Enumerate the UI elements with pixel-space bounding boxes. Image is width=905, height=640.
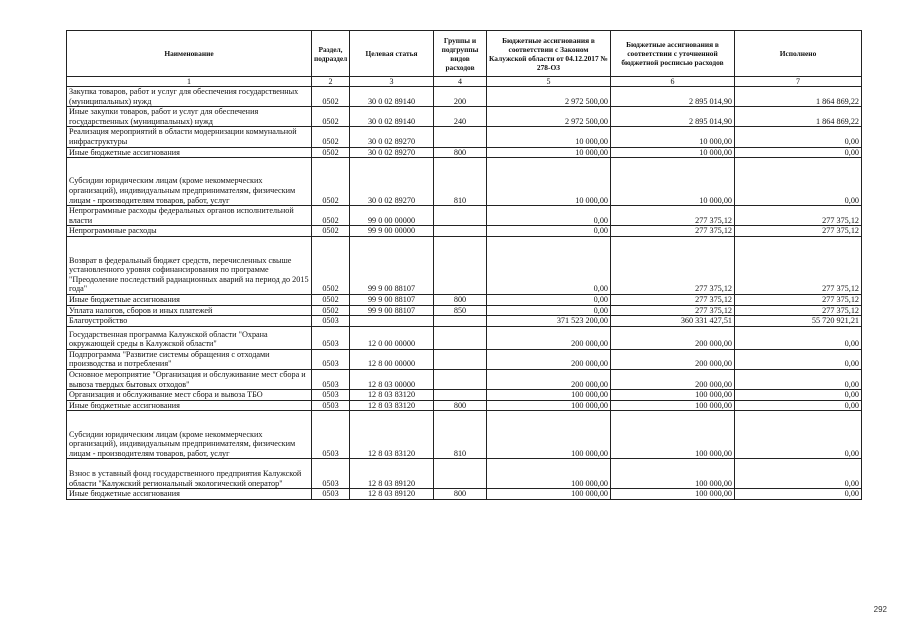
row-expense-group: 200 xyxy=(434,87,487,107)
row-budget-law: 200 000,00 xyxy=(487,349,611,369)
row-budget-refined: 100 000,00 xyxy=(611,459,735,489)
row-target-article: 99 9 00 88107 xyxy=(350,294,434,305)
row-executed: 0,00 xyxy=(735,489,862,500)
row-name: Субсидии юридическим лицам (кроме некоммерческих организаций), индивидуальным предпринимателям, физическим лицам - производителям товаров, работ, услуг xyxy=(67,158,312,206)
header-name: Наименование xyxy=(67,31,312,77)
row-budget-refined: 277 375,12 xyxy=(611,236,735,294)
row-expense-group: 800 xyxy=(434,294,487,305)
row-budget-law: 2 972 500,00 xyxy=(487,87,611,107)
row-expense-group xyxy=(434,316,487,327)
row-expense-group xyxy=(434,369,487,389)
row-name: Основное мероприятие "Организация и обслуживание мест сбора и вывоза твердых бытовых отходов" xyxy=(67,369,312,389)
row-budget-refined: 10 000,00 xyxy=(611,127,735,147)
row-expense-group: 850 xyxy=(434,305,487,316)
table-row xyxy=(67,411,862,459)
row-budget-law: 0,00 xyxy=(487,226,611,237)
row-target-article: 30 0 02 89270 xyxy=(350,127,434,147)
row-section-code: 0503 xyxy=(312,390,350,401)
row-target-article: 99 9 00 00000 xyxy=(350,226,434,237)
column-number: 4 xyxy=(434,77,487,87)
row-budget-law: 10 000,00 xyxy=(487,147,611,158)
row-executed: 0,00 xyxy=(735,369,862,389)
row-name: Благоустройство xyxy=(67,316,312,327)
row-section-code: 0502 xyxy=(312,127,350,147)
row-executed: 0,00 xyxy=(735,411,862,459)
row-executed: 0,00 xyxy=(735,147,862,158)
row-budget-refined: 277 375,12 xyxy=(611,305,735,316)
table-row xyxy=(67,489,862,500)
row-executed: 0,00 xyxy=(735,349,862,369)
row-budget-law: 100 000,00 xyxy=(487,459,611,489)
row-name: Непрограммные расходы федеральных органов исполнительной власти xyxy=(67,206,312,226)
row-section-code: 0502 xyxy=(312,236,350,294)
row-executed: 1 864 869,22 xyxy=(735,87,862,107)
row-budget-law: 200 000,00 xyxy=(487,326,611,349)
page-number: 292 xyxy=(873,605,887,614)
row-budget-law: 0,00 xyxy=(487,305,611,316)
row-executed: 277 375,12 xyxy=(735,294,862,305)
row-executed: 277 375,12 xyxy=(735,305,862,316)
row-target-article: 30 0 02 89270 xyxy=(350,158,434,206)
row-section-code: 0502 xyxy=(312,158,350,206)
row-section-code: 0502 xyxy=(312,147,350,158)
row-expense-group xyxy=(434,459,487,489)
row-section-code: 0502 xyxy=(312,107,350,127)
table-row xyxy=(67,349,862,369)
row-executed: 55 720 921,21 xyxy=(735,316,862,327)
row-budget-law: 100 000,00 xyxy=(487,400,611,411)
table-row xyxy=(67,236,862,294)
row-target-article: 12 8 03 89120 xyxy=(350,489,434,500)
row-expense-group xyxy=(434,226,487,237)
row-budget-law: 200 000,00 xyxy=(487,369,611,389)
row-name: Взнос в уставный фонд государственного предприятия Калужской области "Калужский региональный экологический оператор" xyxy=(67,459,312,489)
row-budget-refined: 100 000,00 xyxy=(611,390,735,401)
header-section: Раздел, подраздел xyxy=(312,31,350,77)
row-target-article: 12 8 03 89120 xyxy=(350,459,434,489)
row-executed: 0,00 xyxy=(735,158,862,206)
row-budget-refined: 277 375,12 xyxy=(611,226,735,237)
row-section-code: 0503 xyxy=(312,400,350,411)
row-name: Реализация мероприятий в области модернизации коммунальной инфраструктуры xyxy=(67,127,312,147)
row-target-article: 99 9 00 88107 xyxy=(350,305,434,316)
row-budget-refined: 100 000,00 xyxy=(611,489,735,500)
row-expense-group: 810 xyxy=(434,411,487,459)
header-budget-refined: Бюджетные ассигнования в соответствии с уточненной бюджетной росписью расходов xyxy=(611,31,735,77)
row-target-article xyxy=(350,316,434,327)
row-name: Иные бюджетные ассигнования xyxy=(67,400,312,411)
table-row xyxy=(67,294,862,305)
row-target-article: 12 0 00 00000 xyxy=(350,326,434,349)
row-name: Непрограммные расходы xyxy=(67,226,312,237)
row-section-code: 0503 xyxy=(312,411,350,459)
header-execution: Исполнено xyxy=(735,31,862,77)
row-executed: 277 375,12 xyxy=(735,236,862,294)
table-row xyxy=(67,326,862,349)
row-name: Иные закупки товаров, работ и услуг для обеспечения государственных (муниципальных) нужд xyxy=(67,107,312,127)
row-section-code: 0502 xyxy=(312,206,350,226)
table-row xyxy=(67,316,862,327)
header-expense-group: Группы и подгруппы видов расходов xyxy=(434,31,487,77)
row-name: Подпрограмма "Развитие системы обращения с отходами производства и потребления" xyxy=(67,349,312,369)
row-budget-law: 100 000,00 xyxy=(487,390,611,401)
row-budget-law: 0,00 xyxy=(487,236,611,294)
row-executed: 1 864 869,22 xyxy=(735,107,862,127)
row-budget-law: 10 000,00 xyxy=(487,127,611,147)
row-section-code: 0503 xyxy=(312,489,350,500)
row-target-article: 12 8 03 00000 xyxy=(350,369,434,389)
row-budget-refined: 360 331 427,51 xyxy=(611,316,735,327)
row-budget-refined: 100 000,00 xyxy=(611,411,735,459)
row-expense-group: 800 xyxy=(434,147,487,158)
budget-table xyxy=(66,30,862,500)
row-expense-group xyxy=(434,236,487,294)
row-name: Государственная программа Калужской области "Охрана окружающей среды в Калужской области" xyxy=(67,326,312,349)
row-budget-refined: 200 000,00 xyxy=(611,326,735,349)
row-target-article: 99 9 00 88107 xyxy=(350,236,434,294)
row-budget-law: 100 000,00 xyxy=(487,489,611,500)
row-name: Иные бюджетные ассигнования xyxy=(67,147,312,158)
row-budget-refined: 10 000,00 xyxy=(611,147,735,158)
column-number: 1 xyxy=(67,77,312,87)
column-number: 6 xyxy=(611,77,735,87)
row-expense-group xyxy=(434,349,487,369)
row-budget-law: 2 972 500,00 xyxy=(487,107,611,127)
row-section-code: 0503 xyxy=(312,459,350,489)
row-section-code: 0502 xyxy=(312,87,350,107)
row-budget-refined: 277 375,12 xyxy=(611,294,735,305)
row-expense-group: 240 xyxy=(434,107,487,127)
row-budget-law: 10 000,00 xyxy=(487,158,611,206)
table-row xyxy=(67,127,862,147)
row-section-code: 0503 xyxy=(312,369,350,389)
column-number: 5 xyxy=(487,77,611,87)
row-budget-refined: 200 000,00 xyxy=(611,369,735,389)
row-executed: 0,00 xyxy=(735,326,862,349)
row-budget-refined: 2 895 014,90 xyxy=(611,87,735,107)
row-section-code: 0502 xyxy=(312,294,350,305)
row-target-article: 30 0 02 89270 xyxy=(350,147,434,158)
row-executed: 277 375,12 xyxy=(735,226,862,237)
row-expense-group: 810 xyxy=(434,158,487,206)
column-number: 3 xyxy=(350,77,434,87)
header-budget-law: Бюджетные ассигнования в соответствии с Законом Калужской области от 04.12.2017 № 278-ОЗ xyxy=(487,31,611,77)
row-name: Субсидии юридическим лицам (кроме некоммерческих организаций), индивидуальным предпринимателям, физическим лицам - производителям товаров, работ, услуг xyxy=(67,411,312,459)
table-row xyxy=(67,226,862,237)
row-expense-group xyxy=(434,127,487,147)
row-name: Иные бюджетные ассигнования xyxy=(67,294,312,305)
row-section-code: 0502 xyxy=(312,305,350,316)
row-expense-group: 800 xyxy=(434,489,487,500)
column-number: 2 xyxy=(312,77,350,87)
row-expense-group xyxy=(434,390,487,401)
row-name: Возврат в федеральный бюджет средств, перечисленных свыше установленного уровня софинансирования по программе "Преодоление последствий радиационных аварий на период до 2015 года" xyxy=(67,236,312,294)
row-name: Уплата налогов, сборов и иных платежей xyxy=(67,305,312,316)
row-expense-group xyxy=(434,326,487,349)
row-target-article: 12 8 03 83120 xyxy=(350,390,434,401)
row-section-code: 0503 xyxy=(312,349,350,369)
row-budget-refined: 10 000,00 xyxy=(611,158,735,206)
row-target-article: 30 0 02 89140 xyxy=(350,107,434,127)
row-name: Иные бюджетные ассигнования xyxy=(67,489,312,500)
table-row xyxy=(67,206,862,226)
row-target-article: 30 0 02 89140 xyxy=(350,87,434,107)
column-number: 7 xyxy=(735,77,862,87)
row-executed: 0,00 xyxy=(735,390,862,401)
row-expense-group xyxy=(434,206,487,226)
row-budget-law: 371 523 200,00 xyxy=(487,316,611,327)
table-row xyxy=(67,158,862,206)
row-target-article: 12 8 00 00000 xyxy=(350,349,434,369)
row-budget-law: 0,00 xyxy=(487,294,611,305)
row-section-code: 0503 xyxy=(312,326,350,349)
table-row xyxy=(67,400,862,411)
row-target-article: 12 8 03 83120 xyxy=(350,400,434,411)
row-target-article: 99 0 00 00000 xyxy=(350,206,434,226)
row-budget-refined: 2 895 014,90 xyxy=(611,107,735,127)
row-budget-refined: 200 000,00 xyxy=(611,349,735,369)
row-target-article: 12 8 03 83120 xyxy=(350,411,434,459)
row-expense-group: 800 xyxy=(434,400,487,411)
header-target-article: Целевая статья xyxy=(350,31,434,77)
table-row xyxy=(67,390,862,401)
row-budget-refined: 100 000,00 xyxy=(611,400,735,411)
row-budget-law: 100 000,00 xyxy=(487,411,611,459)
row-name: Организация и обслуживание мест сбора и вывоза ТБО xyxy=(67,390,312,401)
row-executed: 277 375,12 xyxy=(735,206,862,226)
table-row xyxy=(67,107,862,127)
row-executed: 0,00 xyxy=(735,400,862,411)
row-name: Закупка товаров, работ и услуг для обеспечения государственных (муниципальных) нужд xyxy=(67,87,312,107)
table-row xyxy=(67,87,862,107)
row-executed: 0,00 xyxy=(735,127,862,147)
table-row xyxy=(67,369,862,389)
table-row xyxy=(67,459,862,489)
row-section-code: 0503 xyxy=(312,316,350,327)
row-executed: 0,00 xyxy=(735,459,862,489)
table-row xyxy=(67,147,862,158)
table-row xyxy=(67,305,862,316)
row-budget-law: 0,00 xyxy=(487,206,611,226)
table-body xyxy=(67,87,862,500)
row-budget-refined: 277 375,12 xyxy=(611,206,735,226)
row-section-code: 0502 xyxy=(312,226,350,237)
